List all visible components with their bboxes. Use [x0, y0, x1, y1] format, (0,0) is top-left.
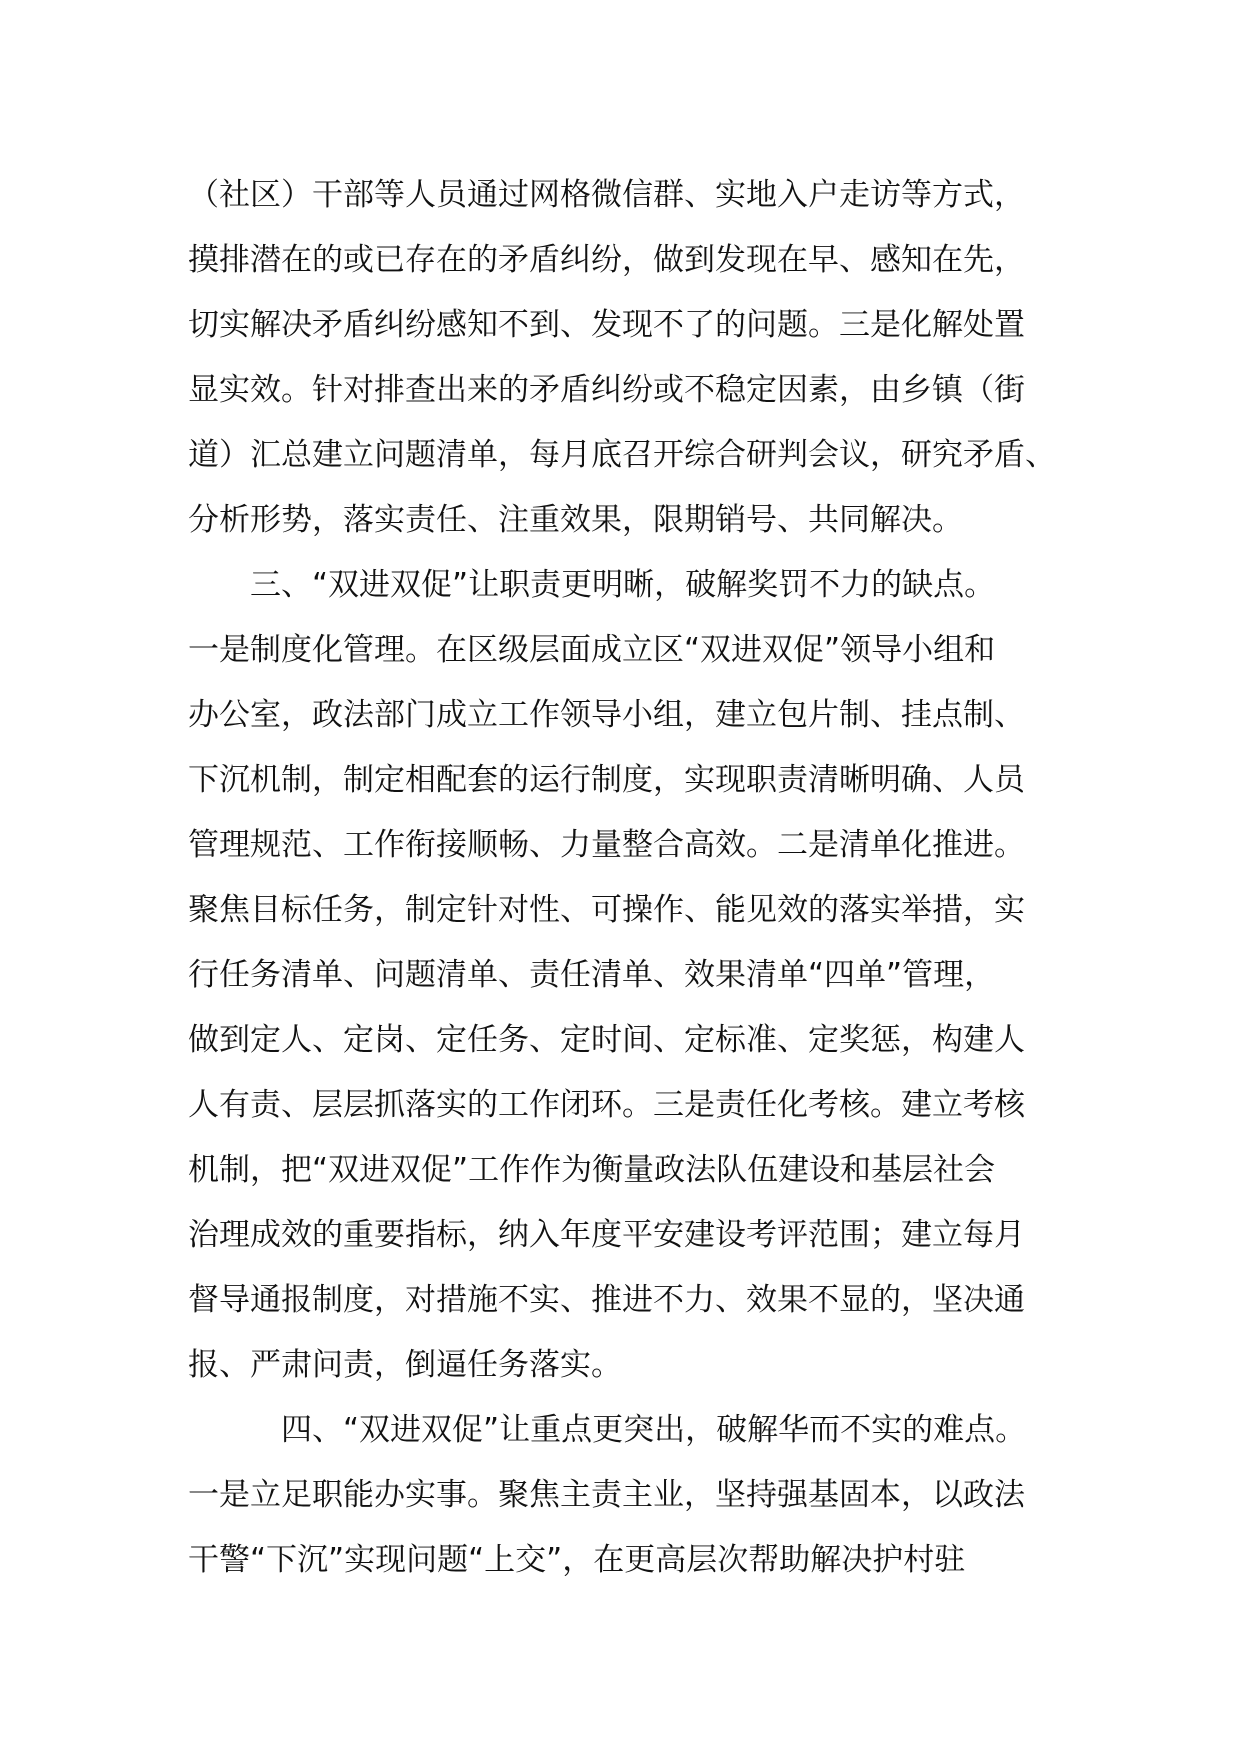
text-line: 督导通报制度，对措施不实、推进不力、效果不显的，坚决通	[188, 1282, 1025, 1318]
text-line: 报、严肃问责，倒逼任务落实。	[188, 1347, 622, 1383]
text-line: 切实解决矛盾纠纷感知不到、发现不了的问题。三是化解处置	[188, 307, 1025, 343]
text-line: 分析形势，落实责任、注重效果，限期销号、共同解决。	[188, 502, 963, 538]
text-line: 办公室，政法部门成立工作领导小组，建立包片制、挂点制、	[188, 697, 1025, 733]
text-line: （社区）干部等人员通过网格微信群、实地入户走访等方式，	[188, 177, 1025, 213]
text-line: 一是立足职能办实事。聚焦主责主业，坚持强基固本，以政法	[188, 1477, 1025, 1513]
text-line: 聚焦目标任务，制定针对性、可操作、能见效的落实举措，实	[188, 892, 1025, 928]
section-heading-3: 三、“双进双促”让职责更明晰，破解奖罚不力的缺点。	[188, 567, 996, 603]
text-line: 一是制度化管理。在区级层面成立区“双进双促”领导小组和	[188, 632, 996, 668]
text-line: 人有责、层层抓落实的工作闭环。三是责任化考核。建立考核	[188, 1087, 1025, 1123]
section-heading-4: 四、“双进双促”让重点更突出，破解华而不实的难点。	[188, 1412, 1027, 1448]
text-line: 做到定人、定岗、定任务、定时间、定标准、定奖惩，构建人	[188, 1022, 1025, 1058]
text-line: 摸排潜在的或已存在的矛盾纠纷，做到发现在早、感知在先，	[188, 242, 1025, 278]
body-text	[188, 163, 1088, 1593]
text-line: 干警“下沉”实现问题“上交”，在更高层次帮助解决护村驻	[188, 1542, 966, 1578]
text-line: 行任务清单、问题清单、责任清单、效果清单“四单”管理，	[188, 957, 996, 993]
text-line: 显实效。针对排查出来的矛盾纠纷或不稳定因素，由乡镇（街	[188, 372, 1025, 408]
text-line: 道）汇总建立问题清单，每月底召开综合研判会议，研究矛盾、	[188, 437, 1056, 473]
text-line: 治理成效的重要指标，纳入年度平安建设考评范围；建立每月	[188, 1217, 1025, 1253]
text-line: 管理规范、工作衔接顺畅、力量整合高效。二是清单化推进。	[188, 827, 1025, 863]
text-line: 下沉机制，制定相配套的运行制度，实现职责清晰明确、人员	[188, 762, 1025, 798]
text-line: 机制，把“双进双促”工作作为衡量政法队伍建设和基层社会	[188, 1152, 996, 1188]
